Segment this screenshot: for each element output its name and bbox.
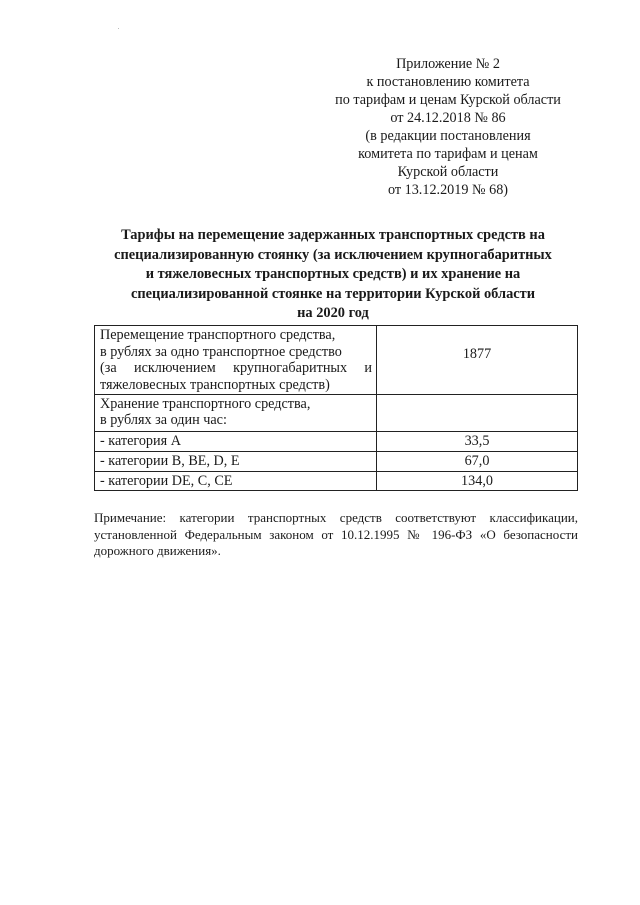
table-row-transport [95, 326, 578, 395]
appendix-line: Приложение № 2 [396, 56, 500, 72]
category-value-cell: 134,0 [377, 471, 578, 491]
tariffs-table [94, 325, 578, 491]
table-row-storage [95, 395, 578, 432]
title-line: специализированную стоянку (за исключением крупногабаритных [114, 246, 552, 263]
transport-label-line: тяжеловесных транспортных средств) [100, 376, 330, 393]
category-value-cell: 33,5 [377, 432, 578, 452]
appendix-line: от 24.12.2018 № 86 [390, 110, 506, 126]
transport-label-line: в рублях за одно транспортное средство [100, 343, 342, 360]
title-line: на 2020 год [297, 305, 369, 322]
table-row-category [95, 471, 578, 491]
category-value-cell: 67,0 [377, 451, 578, 471]
storage-label-cell [95, 395, 377, 432]
category-label-cell: - категории DE, C, CE [95, 471, 377, 491]
storage-label-line: Хранение транспортного средства, [100, 396, 311, 413]
table-row-category [95, 432, 578, 452]
title-line: и тяжеловесных транспортных средств) и их хранение на [145, 266, 521, 283]
storage-label-line: в рублях за один час: [100, 412, 227, 429]
transport-value-cell: 1877 [377, 326, 578, 395]
appendix-line: от 13.12.2019 № 68) [387, 182, 509, 198]
appendix-line: Курской области [397, 164, 499, 180]
table-row-category [95, 451, 578, 471]
document-title [92, 226, 574, 324]
appendix-header [318, 55, 578, 199]
category-label-cell: - категории B, BE, D, E [95, 451, 377, 471]
title-line: Тарифы на перемещение задержанных транспортных средств на [121, 227, 545, 243]
transport-label-cell [95, 326, 377, 395]
footnote-note: Примечание: категории транспортных средств соответствуют классификации, установленной Федеральным законом от 10.12.1995 № 196-ФЗ «О безопасности дорожного движения». [94, 510, 578, 558]
appendix-line: (в редакции постановления [365, 128, 531, 144]
title-line: специализированной стоянке на территории Курской области [130, 285, 536, 302]
appendix-line: по тарифам и ценам Курской области [335, 92, 561, 108]
storage-value-cell [377, 395, 578, 432]
appendix-line: комитета по тарифам и ценам [358, 146, 538, 162]
category-label-cell: - категория A [95, 432, 377, 452]
appendix-line: к постановлению комитета [366, 74, 530, 90]
transport-label-line: (за исключением крупногабаритных и [100, 360, 372, 377]
transport-label-line: Перемещение транспортного средства, [100, 327, 336, 343]
scan-dot [118, 28, 119, 29]
